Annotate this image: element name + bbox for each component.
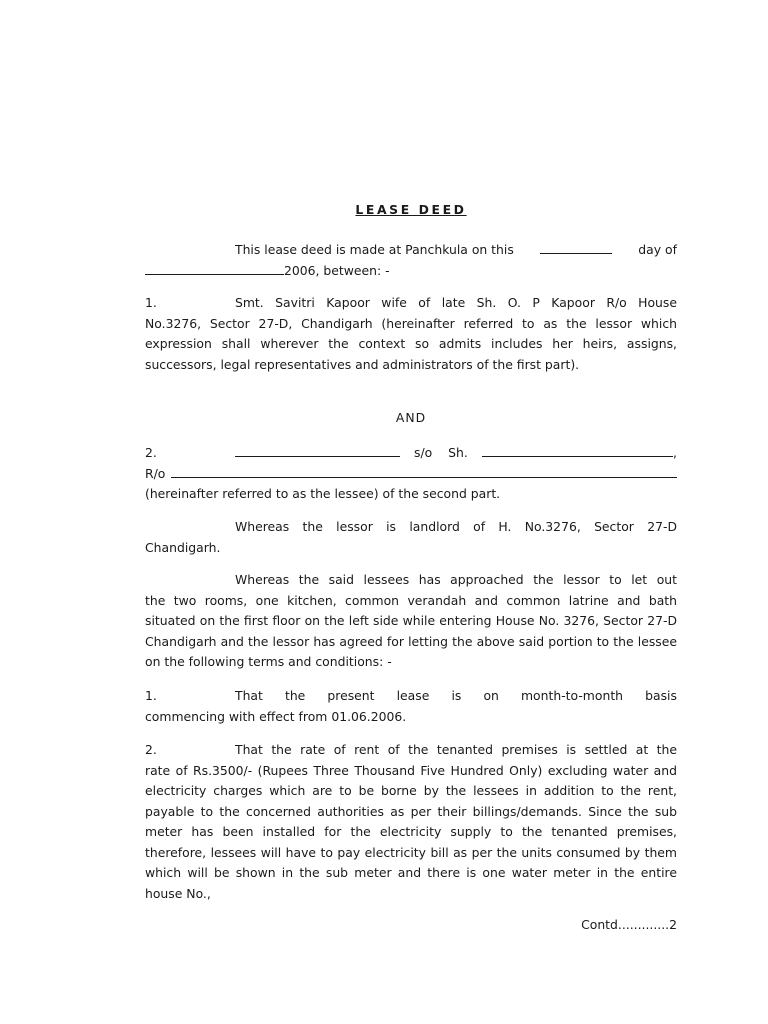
party2-text: (hereinafter referred to as the lessee) of the second part.	[145, 486, 501, 501]
party2-line-2	[145, 464, 677, 485]
lessee-name-blank	[235, 444, 400, 457]
clause1-word: the	[284, 688, 306, 703]
intro-text-1: This lease deed is made at Panchkula on this	[235, 242, 514, 257]
whereas2-lead: Whereas the said lessees has approached the lessor to let out	[235, 572, 677, 587]
so-label: s/o Sh.	[414, 445, 468, 460]
month-blank	[145, 262, 284, 275]
clause1-word: basis	[645, 688, 677, 703]
party2-number: 2.	[145, 445, 157, 460]
party2-line-1	[145, 443, 677, 464]
clause2-lead: That the rate of rent of the tenanted premises is settled at the	[235, 742, 677, 757]
continued-marker: Contd.............2	[581, 917, 677, 932]
intro-line-1	[145, 240, 677, 261]
whereas1-rest: Chandigarh.	[145, 539, 221, 555]
clause1-word: present	[327, 688, 375, 703]
clause1-word: on	[483, 688, 499, 703]
clause1-number: 1.	[145, 688, 157, 703]
whereas1-first-line	[145, 517, 677, 538]
clause2-paragraph	[145, 740, 677, 904]
clause1-paragraph	[145, 686, 677, 727]
clause1-rest: commencing with effect from 01.06.2006.	[145, 708, 407, 724]
clause2-rest: rate of Rs.3500/- (Rupees Three Thousand Five Hundred Only) excluding water and electricity charges which are to be borne by the lessees in addition to the rent, payable to the concerned authorities as per their billings/demands. Since the sub meter has been installed for the electricity supply to the tenanted premises, therefore, lessees will have to pay electricity bill as per the units consumed by them which will be shown in the sub meter and there is one water meter in the entire house No.,	[145, 762, 677, 901]
clause2-first-line	[145, 740, 677, 761]
party2-paragraph	[145, 443, 677, 505]
party1-lead: Smt. Savitri Kapoor wife of late Sh. O. P Kapoor R/o House	[235, 295, 677, 310]
document-title: LEASE DEED	[355, 202, 467, 217]
clause1-first-line	[145, 686, 677, 707]
intro-paragraph	[145, 240, 677, 281]
address-blank	[171, 465, 677, 478]
ro-label: R/o	[145, 465, 166, 481]
clause1-word: lease	[396, 688, 430, 703]
and-separator: AND	[395, 410, 427, 425]
whereas2-rest: the two rooms, one kitchen, common verandah and common latrine and bath situated on the first floor on the left side while entering House No. 3276, Sector 27-D Chandigarh and the lessor has agreed for letting the above said portion to the lessee on the following terms and conditions: -	[145, 592, 677, 669]
party1-first-line	[145, 293, 677, 314]
clause1-word: month-to-month	[520, 688, 624, 703]
clause1-word: That	[235, 688, 263, 703]
day-blank	[540, 241, 612, 254]
whereas1-lead: Whereas the lessor is landlord of H. No.3276, Sector 27-D	[235, 519, 677, 534]
party1-number: 1.	[145, 295, 157, 310]
party1-rest: No.3276, Sector 27-D, Chandigarh (hereinafter referred to as the lessor which expression shall wherever the context so admits includes her heirs, assigns, successors, legal representatives and administrators of the first part).	[145, 315, 677, 372]
clause2-number: 2.	[145, 742, 157, 757]
party2-comma: ,	[673, 445, 677, 460]
whereas2-first-line	[145, 570, 677, 591]
intro-line-2	[145, 261, 677, 282]
clause1-word: is	[451, 688, 462, 703]
clause1-words	[235, 686, 677, 707]
father-name-blank	[482, 444, 673, 457]
party1-paragraph	[145, 293, 677, 375]
whereas1-paragraph	[145, 517, 677, 558]
intro-text-2: day of	[638, 242, 677, 257]
intro-text-3: 2006, between: -	[284, 262, 390, 278]
whereas2-paragraph	[145, 570, 677, 673]
